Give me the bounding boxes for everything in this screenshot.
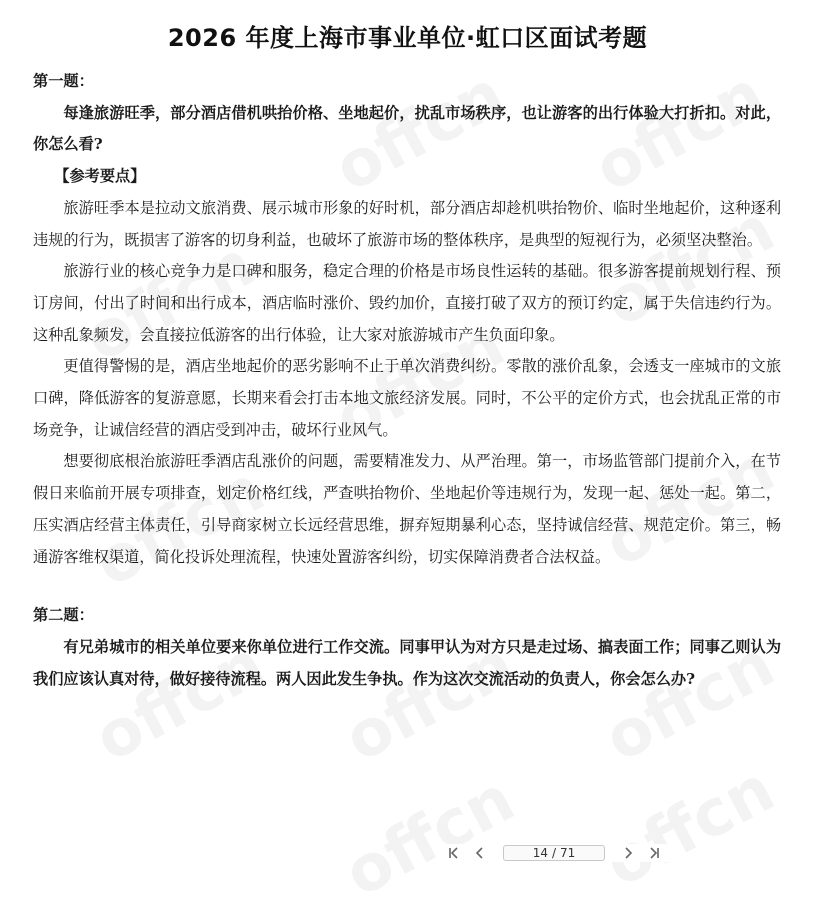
current-page: 14	[532, 846, 548, 860]
first-page-button[interactable]	[441, 844, 467, 862]
question-1-text: 每逢旅游旺季，部分酒店借机哄抬价格、坐地起价，扰乱市场秩序，也让游客的出行体验大打折扣。对此，你怎么看?	[33, 103, 781, 154]
answer-paragraph: 旅游旺季本是拉动文旅消费、展示城市形象的好时机，部分酒店却趁机哄抬物价、临时坐地起价，这种逐利违规的行为，既损害了游客的切身利益，也破坏了旅游市场的整体秩序，是典型的短视行为，必须坚决整治。	[33, 198, 781, 249]
prev-page-icon	[473, 846, 487, 860]
page-separator: /	[551, 846, 557, 860]
page-title: 2026 年度上海市事业单位·虹口区面试考题	[167, 24, 648, 52]
first-page-icon	[447, 846, 461, 860]
watermark	[593, 752, 786, 902]
answer-paragraph: 更值得警惕的是，酒店坐地起价的恶劣影响不止于单次消费纠纷。零散的涨价乱象，会透支一座城市的文旅口碑，降低游客的复游意愿，长期来看会打击本地文旅经济发展。同时，不公平的定价方式，也会扰乱正常的市场竞争，让诚信经营的酒店受到冲击，破坏行业风气。	[33, 357, 781, 439]
question-2-text: 有兄弟城市的相关单位要来你单位进行工作交流。同事甲认为对方只是走过场、搞表面工作；同事乙则认为我们应该认真对待，做好接待流程。两人因此发生争执。作为这次交流活动的负责人，你会怎么办?	[33, 637, 781, 688]
spacer	[33, 573, 781, 600]
answer-paragraph: 想要彻底根治旅游旺季酒店乱涨价的问题，需要精准发力、从严治理。第一，市场监管部门提前介入，在节假日来临前开展专项排查，划定价格红线，严查哄抬物价、坐地起价等违规行为，发现一起、惩处一起。第二，压实酒店经营主体责任，引导商家树立长远经营思维，摒弃短期暴利心态，坚持诚信经营、规范定价。第三，畅通游客维权渠道，简化投诉处理流程，快速处置游客纠纷，切实保障消费者合法权益。	[33, 452, 781, 566]
next-page-icon	[621, 846, 635, 860]
answer-paragraph: 旅游行业的核心竞争力是口碑和服务，稳定合理的价格是市场良性运转的基础。很多游客提前规划行程、预订房间，付出了时间和出行成本，酒店临时涨价、毁约加价，直接打破了双方的预订约定，属于失信违约行为。这种乱象频发，会直接拉低游客的出行体验，让大家对旅游城市产生负面印象。	[33, 262, 781, 344]
next-page-button[interactable]	[615, 844, 641, 862]
document-body	[33, 66, 781, 695]
question-2-label: 第二题：	[33, 606, 94, 625]
last-page-button[interactable]	[641, 844, 667, 862]
total-pages: 71	[560, 846, 576, 860]
last-page-icon	[647, 846, 661, 860]
page-number-indicator[interactable]	[503, 845, 605, 861]
prev-page-button[interactable]	[467, 844, 493, 862]
question-1-label: 第一题：	[33, 72, 94, 90]
watermark	[333, 762, 526, 912]
reference-points-label: 【参考要点】	[54, 167, 146, 186]
page-navigation-toolbar	[441, 844, 681, 862]
